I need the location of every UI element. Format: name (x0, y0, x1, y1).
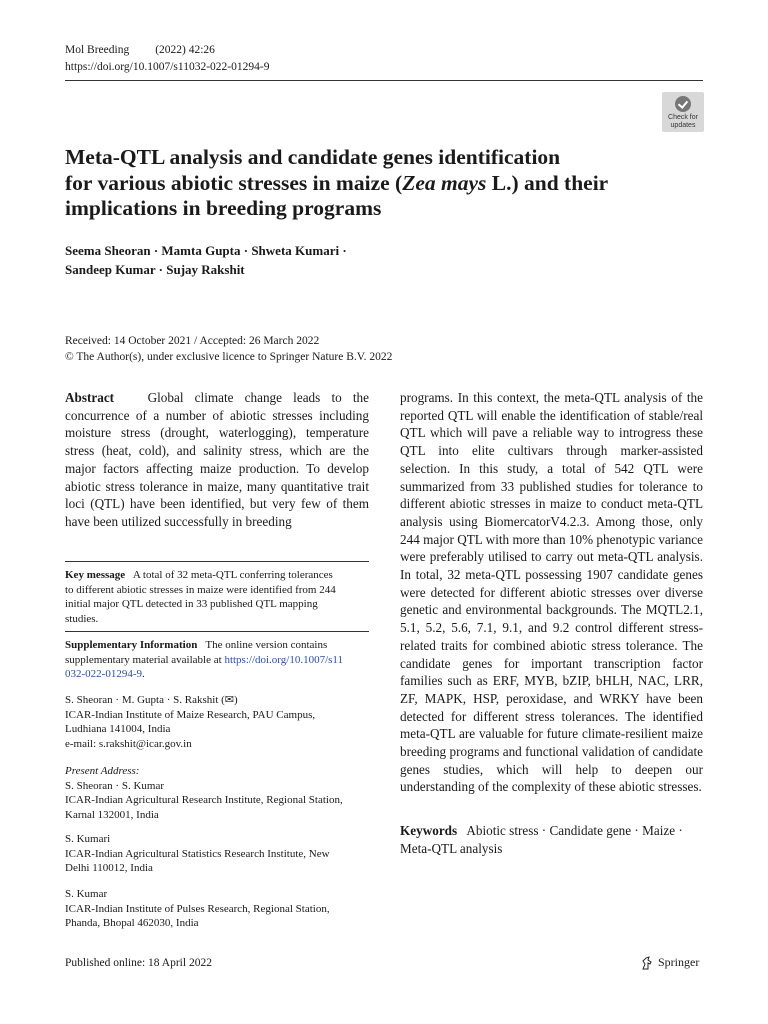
key-message-rule (65, 561, 369, 562)
supplementary-rule (65, 631, 369, 632)
affiliation-3-institution: ICAR-Indian Agricultural Statistics Research Institute, New Delhi 110012, India (65, 847, 330, 874)
affiliation-1-institution: ICAR-Indian Institute of Maize Research, PAU Campus, Ludhiana 141004, India (65, 708, 316, 735)
published-online: Published online: 18 April 2022 (65, 957, 212, 969)
affiliation-4-names: S. Kumar (65, 888, 108, 900)
affiliation-3 (65, 832, 355, 876)
header-rule (65, 80, 703, 81)
affiliation-4 (65, 887, 345, 931)
abstract-right (400, 389, 703, 796)
abstract-left-text: Global climate change leads to the concurrence of a number of abiotic stresses including moisture stress (drought, waterlogging), temperature stress (heat, cold), and salinity stress, which are the major factors affecting maize production. To develop abiotic stress tolerance in maize, many quantitative trait loci (QTL) have been identified, but very few of them have been utilized successfully in breeding (65, 390, 369, 529)
affiliation-2 (65, 764, 355, 822)
present-address-label: Present Address: (65, 765, 140, 777)
publisher-name: Springer (658, 955, 700, 969)
supplementary-text: The online version contains supplementary material available at (65, 639, 328, 666)
affiliation-2-institution: ICAR-Indian Agricultural Research Institute, Regional Station, Karnal 132001, India (65, 794, 343, 821)
author-list (65, 241, 395, 279)
key-message-label: Key message (65, 569, 126, 581)
abstract-left (65, 389, 369, 531)
supplementary-label: Supplementary Information (65, 639, 198, 651)
copyright-line: © The Author(s), under exclusive licence to Springer Nature B.V. 2022 (65, 351, 393, 363)
doi-link[interactable]: https://doi.org/10.1007/s11032-022-01294-9 (65, 61, 270, 73)
authors-line-2: Sandeep Kumar · Sujay Rakshit (65, 262, 245, 277)
springer-horse-icon (640, 956, 654, 970)
supplementary-info (65, 638, 343, 682)
affiliation-3-names: S. Kumari (65, 833, 111, 845)
received-accepted: Received: 14 October 2021 / Accepted: 26 March 2022 (65, 335, 320, 347)
journal-line (65, 42, 269, 59)
affiliation-2-names: S. Sheoran · S. Kumar (65, 779, 164, 792)
journal-name: Mol Breeding (65, 44, 130, 56)
title-line-3: implications in breeding programs (65, 196, 382, 220)
corresponding-email[interactable]: e-mail: s.rakshit@icar.gov.in (65, 737, 192, 750)
affiliation-4-institution: ICAR-Indian Institute of Pulses Research, Regional Station, Phanda, Bhopal 462030, India (65, 902, 330, 929)
article-dates (65, 333, 392, 365)
key-message (65, 568, 337, 626)
key-message-text: A total of 32 meta-QTL conferring tolerances to different abiotic stresses in maize were identified from 244 initial major QTL detected in 33 published QTL mapping studies. (65, 569, 336, 625)
journal-volume: (2022) 42:26 (155, 44, 215, 56)
supplementary-link[interactable]: https://doi.org/10.1007/s11032-022-01294-9 (65, 653, 344, 680)
keywords-label: Keywords (400, 823, 458, 838)
check-for-updates-badge[interactable] (662, 92, 704, 132)
authors-line-1: Seema Sheoran · Mamta Gupta · Shweta Kumari · (65, 243, 347, 258)
article-title (65, 145, 665, 222)
title-line-2b: L.) and their (486, 170, 609, 195)
keywords-text: Abiotic stress · Candidate gene · Maize · Meta-QTL analysis (400, 823, 683, 856)
journal-header (65, 42, 269, 76)
title-line-1: Meta-QTL analysis and candidate genes identification (65, 145, 561, 169)
abstract-label: Abstract (65, 390, 115, 405)
badge-line1: Check for (668, 114, 698, 121)
affiliation-1 (65, 693, 355, 751)
title-species: Zea mays (402, 170, 487, 195)
abstract-right-text: programs. In this context, the meta-QTL analysis of the reported QTL will enable the identification of stable/real QTL which will pave a reliable way to introgress these QTL into elite cultivars through marker-assisted selection. In this study, a total of 542 QTL were summarized from 33 published studies for tolerance to different abiotic stresses in maize to conduct meta-QTL analysis using BiomercatorV4.2.3. Among those, only 244 major QTL with more than 10% phenotypic variance were preferably utilised to carry out meta-QTL analysis. In total, 32 meta-QTL possessing 1907 candidate genes were detected for different abiotic stresses over diverse genetic and environmental backgrounds. The MQTL2.1, 5.1, 5.2, 5.6, 7.1, 9.1, and 9.2 control different stress-related traits for combined abiotic stress tolerance. The candidate genes for important transcription factor families such as ERF, MYB, bZIP, bHLH, NAC, LRR, ZF, MAPK, HSP, peroxidase, and WRKY have been detected for different stress tolerances. The identified meta-QTL are valuable for future climate-resilient maize breeding programs and functional validation of candidate genes studies, which will help to deepen our understanding of the complexity of these abiotic stresses. (400, 390, 703, 795)
badge-line2: updates (670, 121, 696, 129)
affiliation-1-names: S. Sheoran · M. Gupta · S. Rakshit (✉) (65, 694, 238, 706)
check-icon (675, 96, 691, 112)
keywords (400, 822, 703, 857)
title-line-2a: for various abiotic stresses in maize ( (65, 170, 403, 195)
publisher-logo (640, 955, 699, 970)
title-line-2 (65, 171, 665, 197)
supplementary-end: . (142, 668, 145, 680)
